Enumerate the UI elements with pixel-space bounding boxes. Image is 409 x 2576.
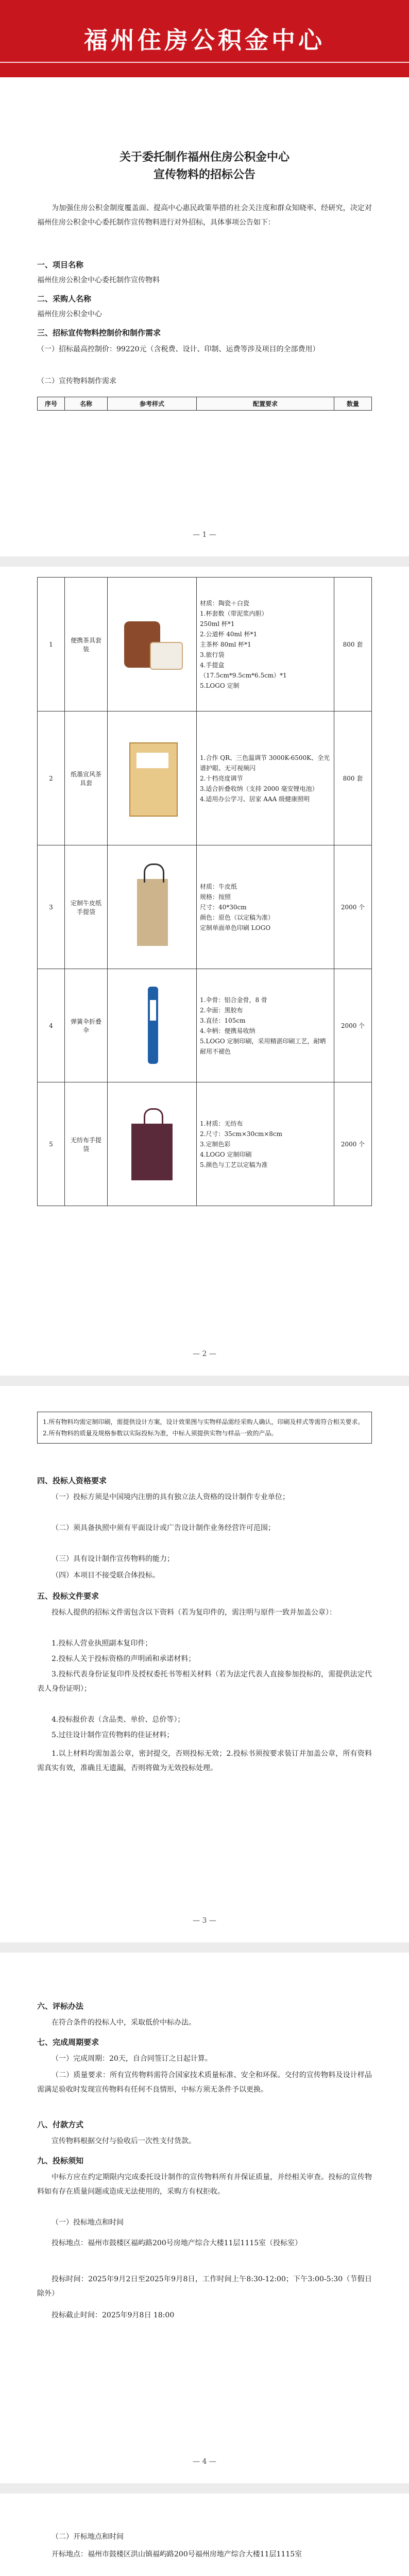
section-6-text: 在符合条件的投标人中，采取低价中标办法。 — [52, 2019, 196, 2027]
section-7-quality: （二）质量要求：所有宣传物料需符合国家技术质量标准、安全和环保。交付的宣传物料及设计样品需满足验收时发现宣传物料有任何不良情形，中标方须无条件予以更换。 — [37, 2071, 372, 2094]
cell-image — [108, 578, 197, 711]
qualification-3: （三）具有设计制作宣传物料的能力； — [52, 1555, 174, 1563]
cell-qty: 2000 个 — [334, 845, 372, 969]
bid-doc-3: 3.投标代表身份证复印件及授权委托书等相关材料（若为法定代表人直接参加投标的，需提供法定代表人身份证明）； — [37, 1670, 372, 1693]
section-2-text: 福州住房公积金中心 — [37, 310, 102, 318]
cell-no: 3 — [38, 845, 65, 969]
table-row — [38, 1082, 372, 1206]
cell-image — [108, 1082, 197, 1206]
cell-no: 2 — [38, 711, 65, 845]
bid-time: 投标时间：2025年9月2日至2025年9月8日，工作时间上午8:30-12:00；下午3:00-5:30（节假日除外） — [37, 2275, 372, 2298]
open-location: 开标地点：福州市鼓楼区洪山镇福屿路200号福州房地产综合大楼11层1115室 — [52, 2550, 302, 2558]
table-row — [38, 845, 372, 969]
qualification-2: （二）须具备执照中须有平面设计或广告设计制作业务经营许可范围； — [52, 1524, 275, 1532]
cell-qty: 2000 个 — [334, 969, 372, 1082]
qualification-1: （一）投标方须是中国境内注册的具有独立法人资格的设计制作专业单位； — [52, 1493, 289, 1501]
doc-title-line-2: 宣传物料的招标公告 — [153, 168, 255, 181]
requirement-label: （二）宣传物料制作需求 — [37, 377, 116, 385]
materials-table-body — [37, 577, 372, 1206]
section-1-heading: 一、项目名称 — [37, 260, 84, 269]
page-number: — 1 — — [193, 531, 216, 539]
cell-qty: 2000 个 — [334, 1082, 372, 1206]
cell-no: 5 — [38, 1082, 65, 1206]
cell-spec: 材质：陶瓷＋白瓷 1.杯套数（带泥浆内胆） 250ml 杯*1 2.公道杯 40ml 杯*1 主茶杯 80ml 杯*1 3.旅行袋 4.手提盒 （17.5cm*9.5cm*6.5cm）*1 5.LOGO 定制 — [197, 578, 334, 711]
budget-text: （一）招标最高控制价：99220元（含税费、设计、印制、运费等涉及项目的全部费用） — [37, 345, 320, 353]
page-gap — [0, 556, 409, 567]
org-name: 福州住房公积金中心 — [84, 26, 325, 54]
section-5-heading: 五、投标文件要求 — [37, 1591, 99, 1601]
table-row — [38, 711, 372, 845]
materials-table-grid — [37, 397, 372, 411]
doc-title-line-1: 关于委托制作福州住房公积金中心 — [119, 150, 289, 164]
header-banner — [0, 0, 409, 77]
section-7-period: （一）完成周期：20天，自合同签订之日起计算。 — [52, 2055, 212, 2063]
intro-paragraph: 为加强住房公积金制度覆盖面、提高中心惠民政策举措的社会关注度和群众知晓率、经研究，决定对福州住房公积金中心委托制作宣传物料进行对外招标，具体事项公告如下： — [37, 204, 372, 227]
page-gap — [0, 1376, 409, 1386]
col-header-no: 序号 — [38, 397, 65, 411]
section-2-heading: 二、采购人名称 — [37, 294, 92, 303]
bid-doc-5: 5.过往设计制作宣传物料的佳证材料； — [52, 1731, 174, 1739]
col-header-name: 名称 — [65, 397, 108, 411]
bid-doc-4: 4.投标报价表（含品类、单价、总价等）； — [52, 1716, 185, 1724]
bid-location: 投标地点：福州市鼓楼区福屿路200号房地产综合大楼11层1115室（投标室） — [52, 2239, 302, 2247]
open-heading: （二）开标地点和时间 — [52, 2533, 124, 2541]
page-number: — 2 — — [193, 1350, 216, 1358]
nonwoven-bag-image — [119, 1098, 185, 1191]
section-7-heading: 七、完成周期要求 — [37, 2038, 99, 2047]
cell-name: 定制牛皮纸手提袋 — [65, 845, 108, 969]
cell-spec: 1.伞骨：铝合金骨，8 骨 2.伞面：黑胶布 3.直径：105cm 4.伞柄：便携易收纳 5.LOGO 定制印刷，采用精湛印刷工艺，耐晒耐用不褪色 — [197, 969, 334, 1082]
page-number: — 4 — — [193, 2458, 216, 2466]
kraft-bag-image — [119, 858, 185, 956]
cell-name: 弹簧伞折叠伞 — [65, 969, 108, 1082]
bid-deadline: 投标截止时间：2025年9月8日 18:00 — [52, 2311, 175, 2319]
section-6-heading: 六、评标办法 — [37, 2002, 84, 2011]
section-9-heading: 九、投标须知 — [37, 2156, 84, 2165]
section-9-text: 中标方应在约定期限内完成委托设计制作的宣传物料所有并保证质量，并经相关审查。投标的宣传物料如有存在质量问题或造成无法使用的，采购方有权拒收。 — [37, 2173, 372, 2196]
page-gap — [0, 2483, 409, 2494]
cell-name: 纸墨宣风茶具套 — [65, 711, 108, 845]
cell-image — [108, 845, 197, 969]
col-header-qty: 数量 — [334, 397, 372, 411]
table-header-row — [38, 397, 372, 411]
table-row — [38, 969, 372, 1082]
page-gap — [0, 1942, 409, 1953]
cell-spec: 材质：牛皮纸 规格：按照 尺寸：40*30cm 颜色：原色（以定稿为准） 定制单面单色印刷 LOGO — [197, 845, 334, 969]
bid-docs-intro: 投标人提供的招标文件需包含以下资料（若为复印件的，需注明与原件一致并加盖公章）： — [52, 1608, 336, 1617]
tea-caddy-image — [119, 732, 185, 825]
section-1-text: 福州住房公积金中心委托制作宣传物料 — [37, 276, 160, 284]
materials-table — [37, 397, 372, 411]
qualification-4: （四）本项目不接受联合体投标。 — [52, 1571, 160, 1580]
cell-spec: 1.合作 QR、三色温调节 3000K-6500K、全光谱护眼、无可视频闪 2.十档亮度调节 3.适合折叠收纳（支持 2000 毫安锂电池） 4.适用办公学习、居家 AAA 级健康照明 — [197, 711, 334, 845]
bid-doc-1: 1.投标人营业执照副本复印件； — [52, 1639, 152, 1648]
bid-doc-notes: 1.以上材料均需加盖公章，密封提交，否则投标无效；2.投标书须按要求装订并加盖公章，所有资料需真实有效，准确且无遗漏，否则将做为无效投标处理。 — [37, 1750, 372, 1772]
banner-rule — [0, 62, 409, 63]
materials-table-rows — [37, 577, 372, 1206]
page-number: — 3 — — [193, 1917, 216, 1925]
cell-qty: 800 套 — [334, 711, 372, 845]
cell-image — [108, 969, 197, 1082]
cell-spec: 1.材质：无纺布 2.尺寸：35cm×30cm×8cm 3.定制色彩 4.LOGO 定制印刷 5.颜色与工艺以定稿为准 — [197, 1082, 334, 1206]
umbrella-image — [119, 979, 185, 1072]
section-8-text: 宣传物料根据交付与验收后一次性支付货款。 — [52, 2137, 196, 2145]
cell-no: 4 — [38, 969, 65, 1082]
tea-set-image — [119, 606, 185, 683]
section-8-heading: 八、付款方式 — [37, 2120, 84, 2129]
table-row — [38, 578, 372, 711]
col-header-spec: 配置要求 — [197, 397, 334, 411]
material-note: 1.所有物料均需定制印刷，需提供设计方案，设计效果图与实物样品需经采购人确认，印刷及样式等需符合相关要求。 2.所有物料的质量及规格参数以实际投标为准，中标人须提供实物与样品一致的产品。 — [37, 1412, 372, 1444]
cell-qty: 800 套 — [334, 578, 372, 711]
section-9-1-heading: （一）投标地点和时间 — [52, 2218, 124, 2227]
col-header-sample: 参考样式 — [108, 397, 197, 411]
cell-name: 无纺布手提袋 — [65, 1082, 108, 1206]
bid-doc-2: 2.投标人关于投标资格的声明函和承诺材料； — [52, 1655, 196, 1663]
cell-name: 便携茶具套装 — [65, 578, 108, 711]
section-4-heading: 四、投标人资格要求 — [37, 1476, 107, 1485]
cell-no: 1 — [38, 578, 65, 711]
cell-image — [108, 711, 197, 845]
section-3-heading: 三、招标宣传物料控制价和制作需求 — [37, 328, 161, 337]
